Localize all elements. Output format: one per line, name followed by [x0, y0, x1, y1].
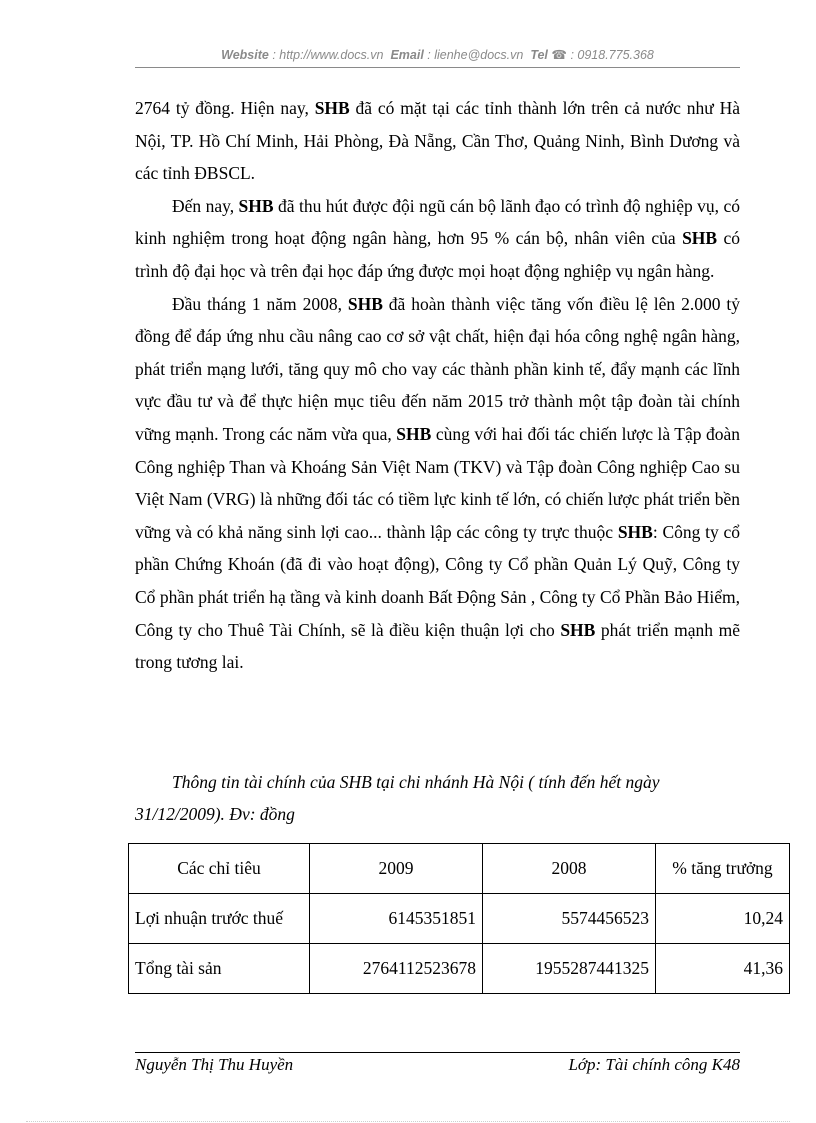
table-row — [129, 944, 790, 994]
page-header — [135, 47, 740, 62]
paragraph-1 — [135, 92, 740, 190]
email-label: Email — [390, 48, 424, 62]
row-label: Lợi nhuận trước thuế — [129, 894, 310, 944]
p1-text-2: đã có mặt tại các tỉnh thành lớn trên cả nước như Hà Nội, TP. Hồ Chí Minh, Hải Phòng, Đà Nẵng, Cần Thơ, Quảng Ninh, Bình Dương và các tỉnh ĐBSCL. — [135, 98, 740, 184]
website-label: Website — [221, 48, 269, 62]
caption-line-1: Thông tin tài chính của SHB tại chi nhánh Hà Nội ( tính đến hết ngày — [172, 772, 660, 792]
shb-bold: SHB — [347, 293, 383, 314]
header-cell: Các chỉ tiêu — [129, 844, 310, 894]
p3-text-2: đã hoàn thành việc tăng vốn điều lệ lên 2.000 tỷ đồng để đáp ứng nhu cầu nâng cao cơ sở vật chất, hiện đại hóa công nghệ ngân hàng, phát triển mạng lưới, tăng quy mô cho vay các thành phần kinh tế, đẩy mạnh các lĩnh vực đầu tư và để thực hiện mục tiêu đến năm 2015 trở thành một tập đoàn tài chính vững mạnh. Trong các năm vừa qua, — [135, 293, 740, 444]
tel-value: ☎ : 0918.775.368 — [551, 48, 654, 62]
cell-value: 2764112523678 — [310, 944, 483, 994]
cell-value: 10,24 — [656, 894, 790, 944]
website-value: : http://www.docs.vn — [272, 48, 384, 62]
p3-text-1: Đầu tháng 1 năm 2008, — [172, 293, 348, 314]
cell-value: 5574456523 — [483, 894, 656, 944]
footer-class: Lớp: Tài chính công K48 — [568, 1055, 740, 1074]
tel-label: Tel — [530, 48, 548, 62]
footer-divider — [135, 1052, 740, 1053]
financial-table — [128, 843, 790, 994]
cell-value: 41,36 — [656, 944, 790, 994]
table-row — [129, 894, 790, 944]
p3-text-5: phát triển mạnh mẽ trong tương lai. — [135, 619, 740, 673]
p3-text-4: : Công ty cổ phần Chứng Khoán (đã đi vào hoạt động), Công ty Cổ phần Quản Lý Quỹ, Công ty Cổ phần phát triển hạ tầng và kinh doanh Bất Động Sản , Công ty Cổ Phần Bảo Hiểm, Công ty cho Thuê Tài Chính, sẽ là điều kiện thuận lợi cho — [135, 521, 740, 640]
email-value: : lienhe@docs.vn — [427, 48, 524, 62]
row-label: Tổng tài sản — [129, 944, 310, 994]
shb-bold: SHB — [560, 619, 596, 640]
page-bottom-border — [26, 1121, 790, 1122]
shb-bold: SHB — [396, 423, 432, 444]
table-caption — [135, 766, 740, 830]
cell-value: 1955287441325 — [483, 944, 656, 994]
cell-value: 6145351851 — [310, 894, 483, 944]
footer-author: Nguyễn Thị Thu Huyền — [135, 1055, 294, 1074]
header-divider — [135, 67, 740, 68]
shb-bold: SHB — [682, 228, 718, 249]
shb-bold: SHB — [617, 521, 653, 542]
shb-bold: SHB — [314, 98, 350, 118]
p2-text-2: đã thu hút được đội ngũ cán bộ lãnh đạo có trình độ nghiệp vụ, có kinh nghiệm trong hoạt động ngân hàng, hơn 95 % cán bộ, nhân viên của — [135, 195, 740, 249]
paragraph-2 — [135, 190, 740, 288]
header-cell: 2009 — [310, 844, 483, 894]
table-header-row — [129, 844, 790, 894]
p3-text-3: cùng với hai đối tác chiến lược là Tập đoàn Công nghiệp Than và Khoáng Sản Việt Nam (TKV) và Tập đoàn Công nghiệp Cao su Việt Nam (VRG) là những đối tác có tiềm lực kinh tế lớn, có chiến lược phát triển bền vững và có khả năng sinh lợi cao... thành lập các công ty trực thuộc — [135, 423, 740, 542]
p1-text-1: 2764 tỷ đồng. Hiện nay, — [135, 98, 315, 118]
p2-text-1: Đến nay, — [172, 195, 239, 216]
p2-text-3: có trình độ đại học và trên đại học đáp ứng được mọi hoạt động nghiệp vụ ngân hàng. — [135, 228, 740, 281]
header-cell: 2008 — [483, 844, 656, 894]
caption-line-2: 31/12/2009). Đv: đồng — [135, 804, 295, 824]
shb-bold: SHB — [238, 195, 274, 216]
paragraph-3 — [135, 288, 740, 679]
header-cell: % tăng trưởng — [656, 844, 790, 894]
body-text — [135, 92, 740, 679]
